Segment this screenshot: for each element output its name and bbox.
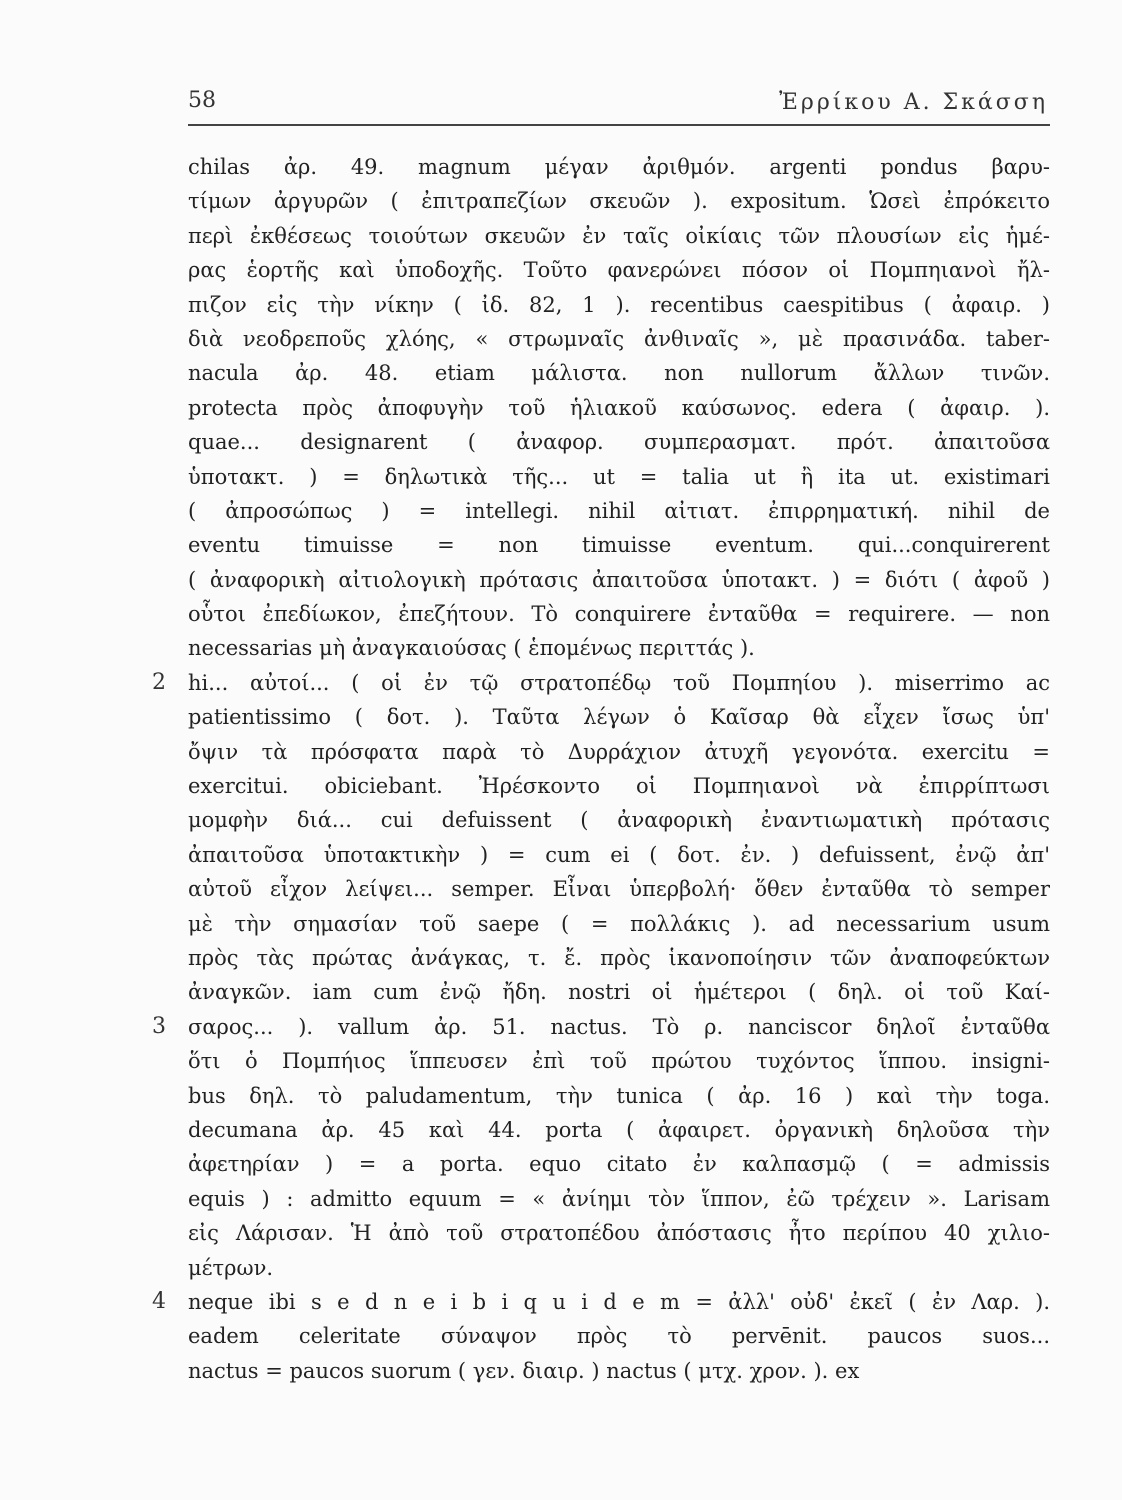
text-line: chilas ἀρ. 49. magnum μέγαν ἀριθμόν. argenti pondus βαρυ-: [188, 155, 1050, 179]
text-line: exercitui. obiciebant. Ἠρέσκοντο οἱ Πομπηιανοὶ νὰ ἐπιρρίπτωσι: [188, 774, 1050, 799]
text-line: ρας ἑορτῆς καὶ ὑποδοχῆς. Τοῦτο φανερώνει πόσον οἱ Πομπηιανοὶ ἤλ-: [188, 258, 1050, 283]
text-line: οὗτοι ἐπεδίωκον, ἐπεζήτουν. Τὸ conquirere ἐνταῦθα = requirere. — non: [188, 602, 1050, 627]
text-line: μομφὴν διά... cui defuissent ( ἀναφορικὴ ἐναντιωματικὴ πρότασις: [188, 808, 1050, 833]
section-number: 2: [152, 670, 166, 695]
text-line: σαρος... ). vallum ἀρ. 51. nactus. Τὸ ρ. nanciscor δηλοῖ ἐνταῦθα: [188, 1014, 1050, 1039]
text-line: εἰς Λάρισαν. Ἡ ἀπὸ τοῦ στρατοπέδου ἀπόστασις ἦτο περίπου 40 χιλιο-: [188, 1221, 1050, 1246]
header-rule: [188, 124, 1050, 126]
text-line: eventu timuisse = non timuisse eventum. qui...conquirerent: [188, 533, 1050, 558]
text-line: αὐτοῦ εἶχον λείψει... semper. Εἶναι ὑπερβολή· ὅθεν ἐνταῦθα τὸ semper: [188, 877, 1050, 902]
text-line: decumana ἀρ. 45 καὶ 44. porta ( ἀφαιρετ. ὀργανικὴ δηλοῦσα τὴν: [188, 1117, 1050, 1142]
section-number: 4: [152, 1289, 166, 1315]
text-line: ( ἀπροσώπως ) = intellegi. nihil αἰτιατ. ἐπιρρηματική. nihil de: [188, 498, 1050, 523]
text-line: περὶ ἐκθέσεως τοιούτων σκευῶν ἐν ταῖς οἰκίαις τῶν πλουσίων εἰς ἡμέ-: [188, 223, 1050, 248]
section-number: 3: [152, 1014, 166, 1039]
text-line: ὅτι ὁ Πομπήιος ἵππευσεν ἐπὶ τοῦ πρώτου τυχόντος ἵππου. insigni-: [188, 1049, 1050, 1074]
commentary-text: [188, 150, 1050, 1388]
running-head: Ἐρρίκου Α. Σκάσση: [779, 90, 1048, 115]
text-line: bus δηλ. τὸ paludamentum, τὴν tunica ( ἀρ. 16 ) καὶ τὴν toga.: [188, 1083, 1050, 1108]
text-line: necessarias μὴ ἀναγκαιούσας ( ἑπομένως περιττάς ).: [188, 636, 755, 661]
page-number: 58: [188, 88, 216, 113]
text-line: nactus = paucos suorum ( γεν. διαιρ. ) nactus ( μτχ. χρον. ). ex: [188, 1358, 860, 1383]
text-line: ἀναγκῶν. iam cum ἐνῷ ἤδη. nostri οἱ ἡμέτεροι ( δηλ. οἱ τοῦ Καί-: [188, 980, 1050, 1005]
text-line: τίμων ἀργυρῶν ( ἐπιτραπεζίων σκευῶν ). expositum. Ὡσεὶ ἐπρόκειτο: [188, 189, 1050, 214]
page-header: [188, 84, 1048, 124]
text-line: ἀπαιτοῦσα ὑποτακτικὴν ) = cum ei ( δοτ. ἐν. ) defuissent, ἐνῷ ἀπ': [188, 842, 1050, 867]
text-line: ( ἀναφορικὴ αἰτιολογικὴ πρότασις ἀπαιτοῦσα ὑποτακτ. ) = διότι ( ἀφοῦ ): [188, 567, 1050, 592]
text-line: eadem celeritate σύναψον πρὸς τὸ pervēnit. paucos suos...: [188, 1324, 1050, 1349]
text-line: μὲ τὴν σημασίαν τοῦ saepe ( = πολλάκις ). ad necessarium usum: [188, 911, 1050, 936]
text-line: ὑποτακτ. ) = δηλωτικὰ τῆς... ut = talia ut ἢ ita ut. existimari: [188, 464, 1050, 489]
text-line: μέτρων.: [188, 1255, 274, 1280]
text-line: διὰ νεοδρεποῦς χλόης, « στρωμναῖς ἀνθιναῖς », μὲ πρασινάδα. taber-: [188, 326, 1050, 351]
text-line: ἀφετηρίαν ) = a porta. equo citato ἐν καλπασμῷ ( = admissis: [188, 1152, 1050, 1177]
text-line: ὄψιν τὰ πρόσφατα παρὰ τὸ Δυρράχιον ἀτυχῆ γεγονότα. exercitu =: [188, 739, 1050, 764]
text-line: hi... αὐτοί... ( οἱ ἐν τῷ στρατοπέδῳ τοῦ Πομπηίου ). miserrimo ac: [188, 670, 1050, 695]
text-line: πιζον εἰς τὴν νίκην ( ἰδ. 82, 1 ). recentibus caespitibus ( ἀφαιρ. ): [188, 292, 1050, 317]
text-line: quae... designarent ( ἀναφορ. συμπερασματ. πρότ. ἀπαιτοῦσα: [188, 430, 1050, 455]
text-line: neque ibi s e d n e i b i q u i d e m = ἀλλ' οὐδ' ἐκεῖ ( ἐν Λαρ. ).: [188, 1289, 1050, 1314]
text-line: nacula ἀρ. 48. etiam μάλιστα. non nullorum ἄλλων τινῶν.: [188, 361, 1050, 386]
text-line: patientissimo ( δοτ. ). Ταῦτα λέγων ὁ Καῖσαρ θὰ εἶχεν ἴσως ὑπ': [188, 705, 1050, 730]
text-line: protecta πρὸς ἀποφυγὴν τοῦ ἡλιακοῦ καύσωνος. edera ( ἀφαιρ. ).: [188, 395, 1050, 420]
text-line: πρὸς τὰς πρώτας ἀνάγκας, τ. ἔ. πρὸς ἱκανοποίησιν τῶν ἀναποφεύκτων: [188, 945, 1050, 970]
text-line: equis ) : admitto equum = « ἀνίημι τὸν ἵππον, ἐῶ τρέχειν ». Larisam: [188, 1186, 1050, 1211]
